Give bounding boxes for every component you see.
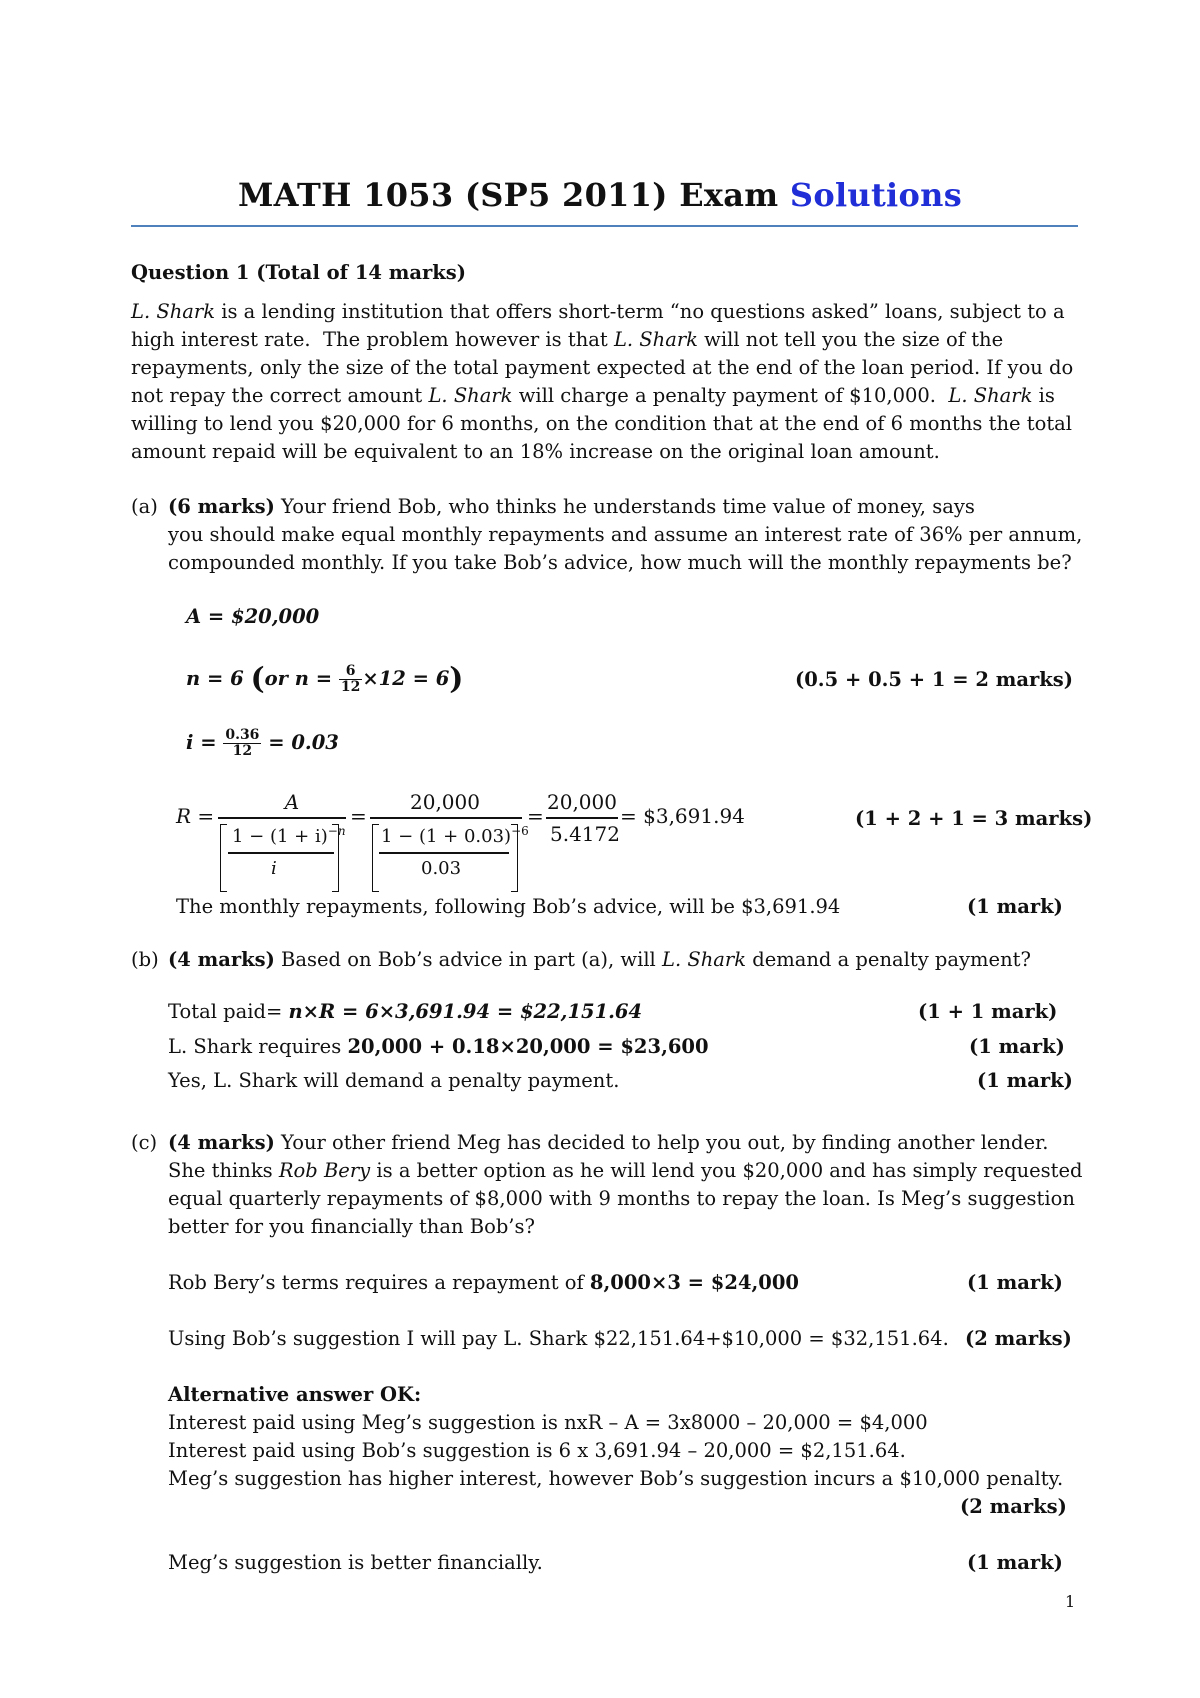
eq-n: n = 6 (or n = $\frac{6}{12}$ ×12 = 6)	[186, 661, 464, 697]
part-b-l2-pre: L. Shark requires	[168, 1035, 348, 1058]
title-rule	[131, 225, 1078, 227]
R-f1-den-top-text: 1 − (1 + i)	[232, 826, 328, 847]
R-f1-bar	[218, 817, 346, 819]
R-f1-den-top	[232, 824, 346, 847]
eq-n-frac-den: 12	[340, 679, 361, 695]
eq-i-pre: i =	[186, 731, 224, 754]
eq-n-frac-num: 6	[339, 664, 362, 680]
R-result: = $3,691.94	[620, 804, 745, 828]
part-c-rob-pre: Rob Bery’s terms requires a repayment of	[168, 1271, 590, 1294]
eq-n-post: ×12 = 6	[362, 667, 450, 690]
part-c-l2-pre: She thinks	[168, 1159, 279, 1182]
part-c-rob-line	[168, 1269, 799, 1297]
part-a-label: (a)	[131, 495, 158, 518]
part-a-line-2: you should make equal monthly repayments and assume an interest rate of 36% per annum,	[168, 523, 1083, 546]
part-b-l1-marks: (1 + 1 mark)	[918, 1000, 1058, 1023]
part-a-conclusion: The monthly repayments, following Bob’s advice, will be $3,691.94	[176, 895, 841, 918]
page-number: 1	[1065, 1592, 1076, 1611]
eq-i	[186, 728, 339, 759]
part-c-final-marks: (1 mark)	[967, 1551, 1063, 1574]
title-main: MATH 1053 (SP5 2011) Exam	[237, 176, 790, 214]
part-b-text-it: L. Shark	[662, 948, 747, 971]
R-f2-inner-bar	[379, 852, 509, 854]
R-eq-1: =	[350, 804, 367, 828]
part-c-alt-line-2: Interest paid using Bob’s suggestion is 6 x 3,691.94 – 20,000 = $2,151.64.	[168, 1439, 906, 1462]
eq-A: A = $20,000	[186, 605, 320, 628]
part-a-marks-lead: (6 marks)	[168, 495, 275, 518]
intro-line-1: L. Shark is a lending institution that offers short-term “no questions asked” loans, subject to a	[131, 300, 1065, 323]
R-f3-den: 5.4172	[550, 822, 620, 846]
intro-line-5: willing to lend you $20,000 for 6 months, on the condition that at the end of 6 months the total	[131, 412, 1073, 435]
part-c-bob-marks: (2 marks)	[965, 1327, 1072, 1350]
intro-line-4: not repay the correct amount L. Shark will charge a penalty payment of $10,000. L. Shark is	[131, 384, 1055, 407]
part-b-line-3: Yes, L. Shark will demand a penalty payment.	[168, 1069, 620, 1092]
part-a-conclusion-marks: (1 mark)	[967, 895, 1063, 918]
R-f2-bar	[370, 817, 522, 819]
R-f2-den-top	[381, 824, 529, 847]
part-c-alt-heading: Alternative answer OK:	[168, 1383, 422, 1406]
part-c-text-1: Your other friend Meg has decided to help you out, by finding another lender.	[274, 1131, 1049, 1154]
eq-n-left: n = 6	[186, 667, 244, 690]
page-title	[0, 176, 1200, 214]
eq-n-pre: or n =	[264, 667, 339, 690]
part-b-l1-eq: n×R = 6×3,691.94 = $22,151.64	[288, 1000, 643, 1023]
part-c-line-3: equal quarterly repayments of $8,000 with 9 months to repay the loan. Is Meg’s suggestion	[168, 1187, 1075, 1210]
part-b-l1-pre: Total paid=	[168, 1000, 289, 1023]
part-a-line-1	[168, 493, 975, 521]
part-c-line-4: better for you financially than Bob’s?	[168, 1215, 535, 1238]
part-c-marks-lead: (4 marks)	[168, 1131, 275, 1154]
part-a-line-3: compounded monthly. If you take Bob’s advice, how much will the monthly repayments be?	[168, 551, 1072, 574]
eq-i-num: 0.36	[225, 727, 260, 743]
question-heading: Question 1 (Total of 14 marks)	[131, 261, 467, 284]
R-f2-den-bot: 0.03	[421, 858, 462, 879]
R-label: R =	[176, 804, 215, 828]
eq-i-post: = 0.03	[261, 731, 339, 754]
part-b-l3-marks: (1 mark)	[977, 1069, 1073, 1092]
R-f1-inner-bar	[228, 852, 334, 854]
R-f2-den-exp: −6	[511, 824, 529, 838]
part-c-alt-line-3: Meg’s suggestion has higher interest, however Bob’s suggestion incurs a $10,000 penalty.	[168, 1467, 1064, 1490]
R-f2-bracket-left	[372, 824, 379, 892]
R-f2-den-top-text: 1 − (1 + 0.03)	[381, 826, 512, 847]
R-f3-num: 20,000	[547, 790, 617, 814]
R-f3-bar	[546, 817, 618, 819]
R-eq-2: =	[527, 804, 544, 828]
part-b-l2-marks: (1 mark)	[969, 1035, 1065, 1058]
R-f1-den-exp: −n	[327, 824, 346, 838]
part-c-alt-line-1: Interest paid using Meg’s suggestion is nxR – A = 3x8000 – 20,000 = $4,000	[168, 1411, 928, 1434]
part-c-line-2	[168, 1157, 1083, 1185]
R-f1-den-bot: i	[271, 858, 277, 879]
R-marks: (1 + 2 + 1 = 3 marks)	[855, 807, 1093, 830]
part-b-label: (b)	[131, 948, 159, 971]
part-c-final: Meg’s suggestion is better financially.	[168, 1551, 543, 1574]
part-b-text-post: demand a penalty payment?	[746, 948, 1031, 971]
part-c-l2-post: is a better option as he will lend you $20,000 and has simply requested	[370, 1159, 1083, 1182]
part-b-l2-eq: 20,000 + 0.18×20,000 = $23,600	[347, 1035, 709, 1058]
part-c-alt-marks: (2 marks)	[960, 1495, 1067, 1518]
intro-line-6: amount repaid will be equivalent to an 18% increase on the original loan amount.	[131, 440, 940, 463]
part-c-rob-eq: 8,000×3 = $24,000	[589, 1271, 800, 1294]
part-c-rob-marks: (1 mark)	[967, 1271, 1063, 1294]
part-c-bob-line: Using Bob’s suggestion I will pay L. Shark $22,151.64+$10,000 = $32,151.64.	[168, 1327, 949, 1350]
R-f1-num: A	[284, 790, 300, 814]
part-b-line-2	[168, 1033, 709, 1061]
part-c-l2-it: Rob Bery	[278, 1159, 371, 1182]
part-c-label: (c)	[131, 1131, 158, 1154]
R-f1-bracket-left	[220, 824, 227, 892]
title-accent: Solutions	[789, 176, 963, 214]
intro-line-2: high interest rate. The problem however is that L. Shark will not tell you the size of the	[131, 328, 1004, 351]
intro-line-3: repayments, only the size of the total payment expected at the end of the loan period. If you do	[131, 356, 1074, 379]
part-b-question	[168, 946, 1031, 974]
part-c-line-1	[168, 1129, 1048, 1157]
R-f2-num: 20,000	[410, 790, 480, 814]
part-b-text-pre: Based on Bob’s advice in part (a), will	[274, 948, 662, 971]
part-b-marks-lead: (4 marks)	[168, 948, 275, 971]
eq-i-den: 12	[232, 743, 253, 759]
eq-n-marks: (0.5 + 0.5 + 1 = 2 marks)	[795, 668, 1074, 691]
part-b-line-1	[168, 998, 642, 1026]
part-a-text-1: Your friend Bob, who thinks he understands time value of money, says	[274, 495, 975, 518]
